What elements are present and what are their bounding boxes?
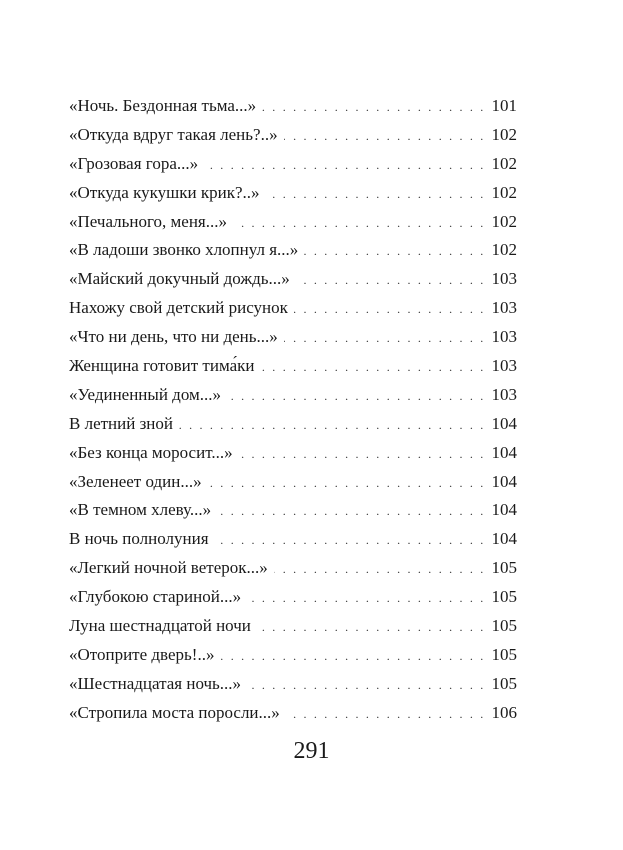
toc-entry xyxy=(69,265,517,294)
dot-leader xyxy=(208,469,486,498)
toc-entry-title: «Отоприте дверь!..» xyxy=(69,644,215,664)
toc-entry-page: 106 xyxy=(491,702,517,722)
toc-entry xyxy=(69,381,517,410)
toc-entry xyxy=(69,179,517,208)
toc-entry-page: 103 xyxy=(491,327,517,347)
toc-entry-title: «Майский докучный дождь...» xyxy=(69,269,290,289)
toc-entry-page: 105 xyxy=(491,644,517,664)
toc-entry xyxy=(69,612,517,641)
toc-entry-page: 103 xyxy=(491,384,517,404)
toc-entry xyxy=(69,496,517,525)
toc-entry xyxy=(69,468,517,497)
dot-leader xyxy=(179,411,485,440)
dot-leader xyxy=(294,295,486,324)
toc-entry-title: В летний зной xyxy=(69,413,174,433)
toc-entry-title: «Без конца моросит...» xyxy=(69,442,233,462)
toc-entry-title: «Зеленеет один...» xyxy=(69,471,202,491)
dot-leader xyxy=(304,237,485,266)
toc-entry-page: 105 xyxy=(491,673,517,693)
toc-entry-page: 105 xyxy=(491,558,517,578)
dot-leader xyxy=(257,613,486,642)
toc-entry xyxy=(69,410,517,439)
dot-leader xyxy=(296,266,486,295)
toc-entry-title: «Легкий ночной ветерок...» xyxy=(69,558,268,578)
toc-entry-title: В ночь полнолуния xyxy=(69,529,209,549)
toc-entry-page: 104 xyxy=(491,442,517,462)
toc-entry-page: 104 xyxy=(491,529,517,549)
toc-entry-title: «Глубокою стариной...» xyxy=(69,587,242,607)
toc-entry-title: «Что ни день, что ни день...» xyxy=(69,327,278,347)
toc-entry-page: 103 xyxy=(491,356,517,376)
toc-entry-page: 103 xyxy=(491,298,517,318)
dot-leader xyxy=(262,93,485,122)
toc-entry-title: «Шестнадцатая ночь...» xyxy=(69,673,242,693)
toc-entry-page: 103 xyxy=(491,269,517,289)
toc-entry xyxy=(69,583,517,612)
toc-entry xyxy=(69,352,517,381)
toc-entry-title: Луна шестнадцатой ночи xyxy=(69,616,251,636)
toc-entry-title: «Откуда кукушки крик?..» xyxy=(69,182,260,202)
toc-entry xyxy=(69,236,517,265)
toc-entry xyxy=(69,554,517,583)
dot-leader xyxy=(286,700,486,729)
toc-entry-title: «В ладоши звонко хлопнул я...» xyxy=(69,240,299,260)
page-number: 291 xyxy=(293,738,330,764)
toc-entry-title: «Печального, меня...» xyxy=(69,211,227,231)
dot-leader xyxy=(266,180,486,209)
toc-entry-title: «Грозовая гора...» xyxy=(69,153,199,173)
dot-leader xyxy=(227,382,485,411)
dot-leader xyxy=(233,209,486,238)
dot-leader xyxy=(239,440,486,469)
toc-entry xyxy=(69,525,517,554)
toc-entry xyxy=(69,670,517,699)
toc-entry-page: 104 xyxy=(491,471,517,491)
dot-leader xyxy=(284,324,486,353)
toc-entry xyxy=(69,294,517,323)
toc-entry-page: 104 xyxy=(491,413,517,433)
toc-entry-page: 105 xyxy=(491,587,517,607)
dot-leader xyxy=(284,122,486,151)
toc-entry-title: «Уединенный дом...» xyxy=(69,384,222,404)
toc-entry-title: «Стропила моста поросли...» xyxy=(69,702,280,722)
dot-leader xyxy=(261,353,486,382)
toc-entry xyxy=(69,641,517,670)
toc-entry-title: Нахожу свой детский рисунок xyxy=(69,298,288,318)
toc-entry xyxy=(69,150,517,179)
dot-leader xyxy=(215,526,486,555)
toc-entry-page: 102 xyxy=(491,124,517,144)
toc-entry-title: Женщина готовит тима́ки xyxy=(69,356,255,376)
toc-entry-page: 102 xyxy=(491,182,517,202)
toc-entry-title: «Откуда вдруг такая лень?..» xyxy=(69,124,278,144)
toc-entry-page: 101 xyxy=(491,96,517,115)
toc-entry-page: 105 xyxy=(491,616,517,636)
toc-entry-page: 104 xyxy=(491,500,517,520)
toc-entry xyxy=(69,323,517,352)
dot-leader xyxy=(274,555,486,584)
toc-entry xyxy=(69,121,517,150)
dot-leader xyxy=(247,671,485,700)
toc-entry-page: 102 xyxy=(491,240,517,260)
toc-entry xyxy=(69,208,517,237)
table-of-contents xyxy=(69,92,517,728)
toc-entry xyxy=(69,699,517,728)
toc-entry xyxy=(69,439,517,468)
dot-leader xyxy=(217,497,485,526)
toc-entry-title: «Ночь. Бездонная тьма...» xyxy=(69,96,257,115)
dot-leader xyxy=(204,151,485,180)
toc-entry xyxy=(69,92,517,121)
toc-entry-title: «В темном хлеву...» xyxy=(69,500,212,520)
toc-entry-page: 102 xyxy=(491,211,517,231)
dot-leader xyxy=(220,642,485,671)
toc-entry-page: 102 xyxy=(491,153,517,173)
dot-leader xyxy=(247,584,485,613)
